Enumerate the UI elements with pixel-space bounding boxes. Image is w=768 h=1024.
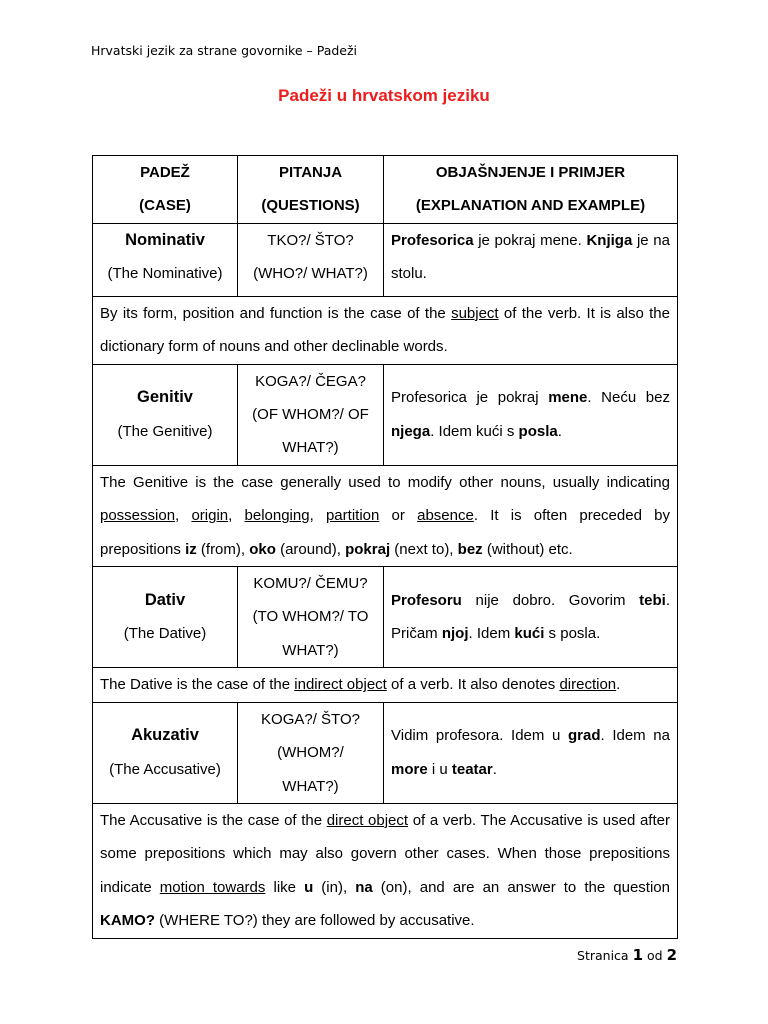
example-bold: Knjiga xyxy=(586,231,633,249)
example-bold: Profesoru xyxy=(391,591,462,609)
header-explanation xyxy=(384,156,678,224)
desc-underline: partition xyxy=(325,507,380,525)
example-text: Vidim profesora. Idem u xyxy=(391,727,568,745)
example-bold: njoj xyxy=(441,625,469,643)
desc-text: . It is often preceded by prepositions xyxy=(100,507,670,558)
question-line: WHAT?) xyxy=(282,439,339,457)
example-cell-akuzativ xyxy=(384,702,678,803)
case-cell-genitiv xyxy=(93,364,238,465)
example-bold: Profesorica xyxy=(391,231,474,249)
questions-cell-akuzativ xyxy=(238,702,384,803)
example-cell-genitiv xyxy=(384,364,678,465)
header-case xyxy=(93,156,238,224)
desc-text: By its form, position and function is the case of the xyxy=(100,304,452,322)
example-text: s posla. xyxy=(544,625,601,643)
example-text: je pokraj mene. xyxy=(473,231,587,249)
description-row-dativ xyxy=(93,668,678,702)
example-cell-nominativ xyxy=(384,223,678,296)
desc-text: (next to), xyxy=(390,540,458,558)
example-bold: tebi xyxy=(639,591,666,609)
case-name: Dativ xyxy=(144,590,186,609)
desc-bold: pokraj xyxy=(345,540,391,558)
desc-text: (around), xyxy=(275,540,346,558)
case-row-nominativ xyxy=(93,223,678,296)
cases-table xyxy=(92,155,678,939)
desc-underline: indirect object xyxy=(294,676,387,694)
desc-bold: iz xyxy=(185,540,197,558)
header-case-hr: PADEŽ xyxy=(140,164,190,181)
desc-text: (WHERE TO?) they are followed by accusative. xyxy=(155,912,475,930)
question-line: (WHO?/ WHAT?) xyxy=(253,265,368,283)
question-line: (TO WHOM?/ TO xyxy=(252,608,369,626)
description-akuzativ xyxy=(93,803,678,938)
questions-cell-genitiv xyxy=(238,364,384,465)
question-line: KOGA?/ ČEGA? xyxy=(255,372,366,390)
case-name-en: (The Genitive) xyxy=(117,422,213,440)
example-text: . Idem kući s xyxy=(430,422,519,440)
case-name: Akuzativ xyxy=(131,726,199,745)
question-line: TKO?/ ŠTO? xyxy=(267,231,354,249)
desc-underline: motion towards xyxy=(159,878,266,896)
example-text: Profesorica je pokraj xyxy=(391,389,549,407)
desc-text: , xyxy=(175,507,192,525)
questions-cell-nominativ xyxy=(238,223,384,296)
desc-text: The Genitive is the case generally used to modify other nouns, usually indicating xyxy=(100,473,670,491)
example-bold: teatar xyxy=(451,760,493,778)
desc-text: or xyxy=(379,507,418,525)
desc-text: The Accusative is the case of the xyxy=(100,811,327,829)
question-line: (OF WHOM?/ OF xyxy=(252,406,369,424)
desc-bold: bez xyxy=(457,540,483,558)
case-name-en: (The Nominative) xyxy=(107,265,223,283)
case-cell-nominativ xyxy=(93,223,238,296)
footer-total-pages: 2 xyxy=(666,946,677,964)
header-explanation-hr: OBJAŠNJENJE I PRIMJER xyxy=(435,164,626,181)
desc-underline: direct object xyxy=(326,811,409,829)
case-cell-dativ xyxy=(93,567,238,668)
case-row-genitiv xyxy=(93,364,678,465)
desc-text: (on), and are an answer to the question xyxy=(372,878,670,896)
page-footer xyxy=(577,946,677,964)
example-text: i u xyxy=(427,760,452,778)
desc-text: of the verb. It is also the dictionary form of nouns and other declinable words. xyxy=(100,304,670,356)
example-text: . xyxy=(557,422,562,440)
question-line: KOMU?/ ČEMU? xyxy=(253,575,368,593)
desc-bold: KAMO? xyxy=(100,912,155,930)
desc-text: (from), xyxy=(196,540,250,558)
example-bold: mene xyxy=(548,389,588,407)
desc-underline: belonging xyxy=(244,507,310,525)
desc-underline: subject xyxy=(451,304,499,322)
desc-text: , xyxy=(228,507,245,525)
table-header-row xyxy=(93,156,678,224)
example-bold: njega xyxy=(391,422,431,440)
description-row-akuzativ xyxy=(93,803,678,938)
case-name-en: (The Accusative) xyxy=(109,760,221,778)
header-case-en: (CASE) xyxy=(139,197,191,215)
desc-text: like xyxy=(265,878,305,896)
question-line: WHAT?) xyxy=(282,641,339,659)
case-name: Genitiv xyxy=(137,388,193,407)
example-text: . Idem na xyxy=(600,727,670,745)
header-questions-en: (QUESTIONS) xyxy=(261,197,360,215)
desc-underline: origin xyxy=(191,507,229,525)
desc-text: The Dative is the case of the xyxy=(100,676,295,694)
case-row-dativ xyxy=(93,567,678,668)
example-cell-dativ xyxy=(384,567,678,668)
desc-text: (without) etc. xyxy=(482,540,573,558)
example-bold: more xyxy=(391,760,428,778)
description-genitiv xyxy=(93,465,678,566)
example-text: nije dobro. Govorim xyxy=(461,591,640,609)
description-row-nominativ xyxy=(93,296,678,364)
case-name-en: (The Dative) xyxy=(123,625,207,643)
desc-text: , xyxy=(309,507,326,525)
desc-bold: na xyxy=(355,878,373,896)
desc-text: . xyxy=(616,676,621,694)
footer-of: od xyxy=(646,948,663,963)
question-line: (WHOM?/ xyxy=(277,744,344,762)
example-bold: kući xyxy=(514,625,545,643)
case-cell-akuzativ xyxy=(93,702,238,803)
footer-page-number: 1 xyxy=(632,946,643,964)
page-title: Padeži u hrvatskom jeziku xyxy=(278,86,490,105)
example-bold: grad xyxy=(568,727,601,745)
header-explanation-en: (EXPLANATION AND EXAMPLE) xyxy=(415,197,646,215)
question-line: WHAT?) xyxy=(282,777,339,795)
desc-text: (in), xyxy=(313,878,356,896)
question-line: KOGA?/ ŠTO? xyxy=(261,710,360,728)
description-nominativ xyxy=(93,296,678,364)
example-text: . Idem xyxy=(468,625,515,643)
desc-text: of a verb. The Accusative is used after some prepositions which may also govern other cases. When those prepositions indicate xyxy=(100,811,670,896)
case-row-akuzativ xyxy=(93,702,678,803)
description-row-genitiv xyxy=(93,465,678,566)
example-text: . Pričam xyxy=(391,591,670,643)
case-name: Nominativ xyxy=(125,230,205,249)
header-questions xyxy=(238,156,384,224)
description-dativ xyxy=(93,668,678,702)
questions-cell-dativ xyxy=(238,567,384,668)
example-bold: posla xyxy=(518,422,558,440)
example-text: je na stolu. xyxy=(391,231,670,283)
header-questions-hr: PITANJA xyxy=(278,164,343,181)
desc-underline: direction xyxy=(559,676,617,694)
desc-bold: oko xyxy=(249,540,276,558)
desc-underline: possession xyxy=(100,507,176,525)
desc-text: of a verb. It also denotes xyxy=(386,676,560,694)
example-text: . xyxy=(492,760,497,778)
footer-label: Stranica xyxy=(577,948,629,963)
desc-underline: absence xyxy=(417,507,474,525)
example-text: . Neću bez xyxy=(587,389,670,407)
desc-bold: u xyxy=(304,878,314,896)
running-header: Hrvatski jezik za strane govornike – Padeži xyxy=(91,43,358,58)
